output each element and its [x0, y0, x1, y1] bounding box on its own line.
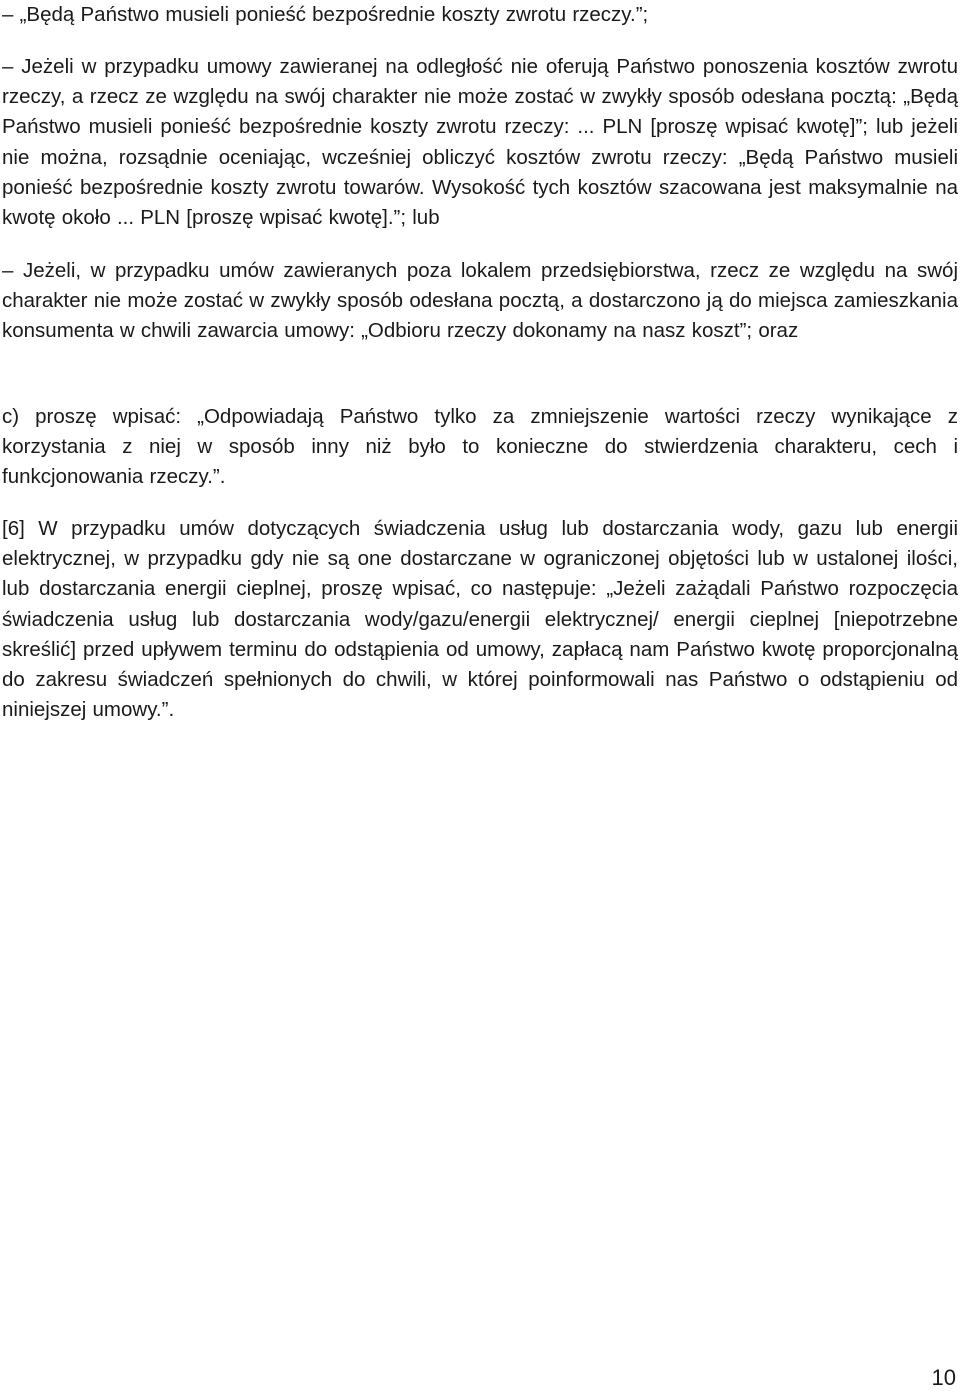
- paragraph-footnote-6-services: [6] W przypadku umów dotyczących świadczenia usług lub dostarczania wody, gazu lub energii elektrycznej, w przypadku gdy nie są one dostarczane w ograniczonej objętości lub w ustalonej ilości, lub dostarczania energii cieplnej, proszę wpisać, co następuje: „Jeżeli zażądali Państwo rozpoczęcia świadczenia usług lub dostarczania wody/gazu/energii elektrycznej/ energii cieplnej [niepotrzebne skreślić] przed upływem terminu do odstąpienia od umowy, zapłacą nam Państwo kwotę proporcjonalną do zakresu świadczeń spełnionych do chwili, w której poinformowali nas Państwo o odstąpieniu od niniejszej umowy.”.: [2, 517, 958, 722]
- paragraph-value-reduction: c) proszę wpisać: „Odpowiadają Państwo tylko za zmniejszenie wartości rzeczy wynikające z korzystania z niej w sposób inny niż było to konieczne do stwierdzenia charakteru, cech i funkcjonowania rzeczy.”.: [2, 405, 958, 489]
- paragraph-distance-contract-costs: – Jeżeli w przypadku umowy zawieranej na odległość nie oferują Państwo ponoszenia kosztów zwrotu rzeczy, a rzecz ze względu na swój charakter nie może zostać w zwykły sposób odesłana pocztą: „Będą Państwo musieli ponieść bezpośrednie koszty zwrotu rzeczy: ... PLN [proszę wpisać kwotę]”; lub jeżeli nie można, rozsądnie oceniając, wcześniej obliczyć kosztów zwrotu rzeczy: „Będą Państwo musieli ponieść bezpośrednie koszty zwrotu towarów. Wysokość tych kosztów szacowana jest maksymalnie na kwotę około ... PLN [proszę wpisać kwotę].”; lub: [2, 55, 958, 230]
- paragraph-return-costs-option: – „Będą Państwo musieli ponieść bezpośrednie koszty zwrotu rzeczy.”;: [2, 3, 649, 26]
- paragraph-off-premises-pickup: – Jeżeli, w przypadku umów zawieranych poza lokalem przedsiębiorstwa, rzecz ze względu na swój charakter nie może zostać w zwykły sposób odesłana pocztą, a dostarczono ją do miejsca zamieszkania konsumenta w chwili zawarcia umowy: „Odbioru rzeczy dokonamy na nasz koszt”; oraz: [2, 259, 958, 343]
- page-number: 10: [931, 1365, 956, 1390]
